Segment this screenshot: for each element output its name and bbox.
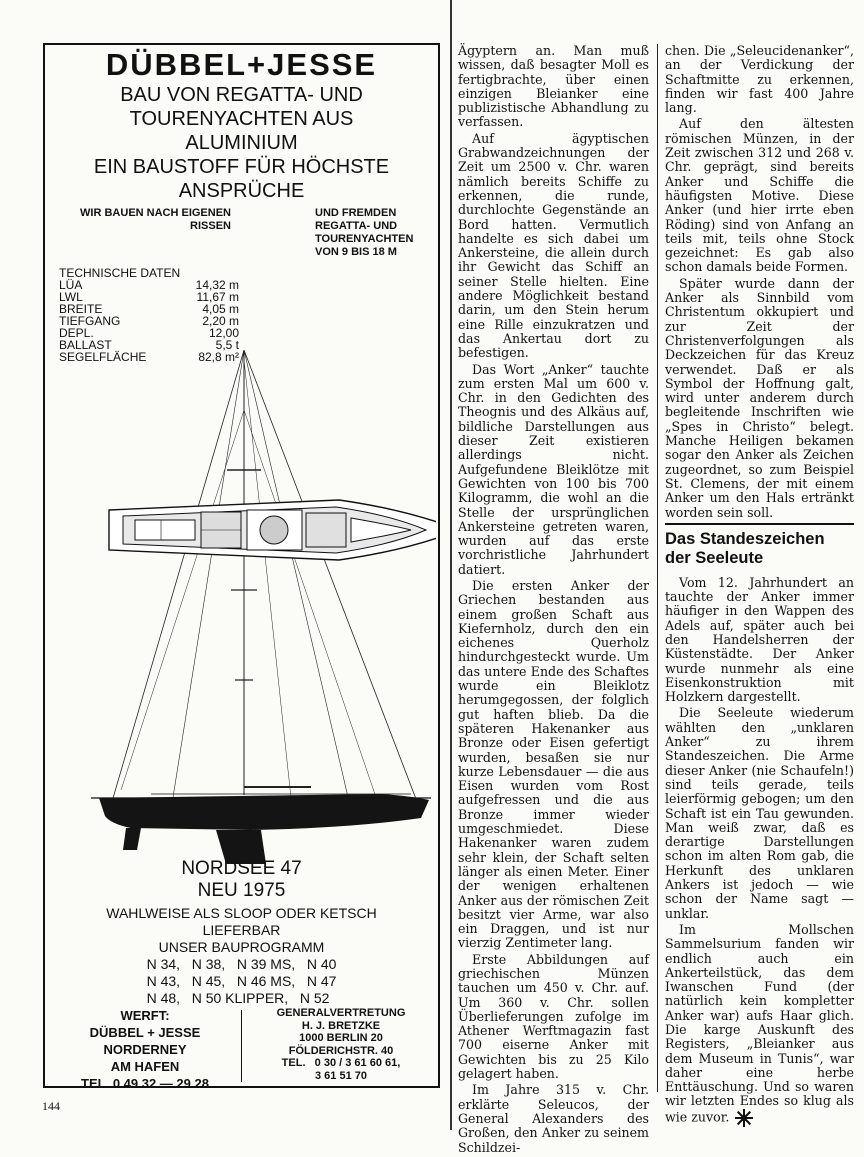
paragraph: Vom 12. Jahrhundert an tauchte der Anker immer häufiger in den Wappen des Adels auf, später auch bei den Handelsherren der Küstenstädte. Der Anker wurde nunmehr als eine Eisenkonstruktion mit Holzkern dargestellt.: [665, 574, 854, 705]
claim-line: TOURENYACHTEN: [315, 233, 414, 245]
tech-label: LÜA: [59, 278, 83, 292]
model-title: [45, 858, 438, 902]
paragraph-text: Im Mollschen Sammelsurium fanden wir endlich auch ein Ankerteilstück, das dem Iwanschen Fund (der natürlich kein kompletter Anker war) aufs Haar glich. Die karge Auskunft des Registers, „Bleianker aus dem Museum in Tunis“, war daher eine herbe Enttäuschung. Und so waren wir letzten Endes so klug als wie zuvor.: [665, 921, 854, 1125]
paragraph: Auf ägyptischen Grabwandzeichnungen der Zeit um 2500 v. Chr. waren nämlich bereits Schiffe zu erkennen, die runde, durchlochte Gegenstände an Bord hatten. Vermutlich handelte es sich dabei um Ankersteine, die allein durch ihr Gewicht das Schiff an seiner Stelle hielten. Eine andere Möglichkeit bestand darin, um den Stein herum eine Rille einzukratzen und das Ankertau dort zu befestigen.: [458, 130, 649, 361]
address-line: TEL. 0 30 / 3 61 60 61,: [281, 1057, 401, 1069]
program-list: [147, 956, 337, 1007]
address-line: AM HAFEN: [110, 1059, 180, 1074]
advertisement: [43, 43, 440, 1091]
ad-headline: [45, 83, 438, 203]
claim-line: WIR BAUEN NACH EIGENEN: [80, 207, 231, 219]
model-line: NORDSEE 47: [181, 858, 302, 879]
ad-claim-right: [315, 207, 440, 259]
address-line: TEL. 0 49 32 — 29 28: [81, 1076, 209, 1091]
address-line: GENERALVERTRETUNG: [276, 1007, 406, 1019]
page-number: 144: [42, 1099, 60, 1113]
address-line: NORDERNEY: [103, 1042, 187, 1057]
subheading-line: Das Standeszeichen: [665, 529, 825, 548]
build-program: [45, 938, 438, 1007]
address-divider: [241, 1010, 242, 1082]
address-line: WERFT:: [120, 1008, 170, 1023]
options-line: WAHLWEISE ALS SLOOP ODER KETSCH: [106, 905, 377, 921]
tech-value: 82,8 m²: [198, 350, 239, 364]
tech-value: 5,5 t: [215, 338, 239, 352]
page-gutter: [450, 0, 452, 1130]
tech-label: LWL: [59, 290, 83, 304]
tech-label: BALLAST: [59, 338, 112, 352]
claim-line: UND FREMDEN: [315, 207, 397, 219]
headline-line: ANSPRÜCHE: [178, 180, 305, 202]
program-line: N 48, N 50 KLIPPER, N 52: [146, 990, 330, 1006]
tech-specs: [59, 267, 239, 363]
program-title: UNSER BAUPROGRAMM: [158, 939, 325, 955]
paragraph: Später wurde dann der Anker als Sinnbild vom Christentum okkupiert und zur Zeit der Christenverfolgungen als Deckzeichen für das Kreuz verwendet. Daß er als Symbol der Hoffnung galt, wird unter anderem durch begleitende Inschriften wie „Spes in Christo“ belegt. Manche Heiligen bekamen sogar den Anker als Zeichen zugeordnet, so zum Beispiel St. Clemens, der mit einem Anker um den Hals ertränkt worden sein soll.: [665, 275, 854, 520]
claim-line: VON 9 BIS 18 M: [315, 246, 397, 258]
paragraph: Im Jahre 315 v. Chr. erklärte Seleucos, der General Alexanders des Großen, den Anker zu seinem Schildzei-: [458, 1082, 649, 1155]
hull-plan: [109, 500, 436, 560]
headline-line: EIN BAUSTOFF FÜR HÖCHSTE: [93, 156, 390, 178]
address-line: DÜBBEL + JESSE: [89, 1025, 201, 1040]
ad-brand: DÜBBEL+JESSE: [105, 47, 378, 82]
claim-line: REGATTA- UND: [315, 220, 398, 232]
tech-label: SEGELFLÄCHE: [59, 350, 147, 364]
hull-profile: [91, 794, 431, 864]
tech-title: TECHNISCHE DATEN: [59, 266, 181, 280]
model-line: NEU 1975: [197, 880, 286, 901]
tech-value: 11,67 m: [196, 290, 239, 304]
paragraph: Auf den ältesten römischen Münzen, in der Zeit zwischen 312 und 268 v. Chr. geprägt, sind bereits Anker und Schiffe die häufigsten Motive. Diese Anker (und hier irrte eben Röding) sind von Anfang an teils mit, teils ohne Stock gezeichnet: Es gab also schon damals beide Formen.: [665, 116, 854, 275]
paragraph: Die ersten Anker der Griechen bestanden aus einem großen Schaft aus Kiefernholz, durch den ein eichenes Querholz hindurchgesteckt wurde. Um das untere Ende des Schaftes wurde ein Bleiklotz herumgegossen, der folglich gut haften blieb. Da die späteren Hakenanker aus Bronze oder Eisen gefertigt wurden, besaßen sie nur kurze Lebensdauer — die aus Eisen wurden vom Rost aufgefressen und die aus Bronze immer wieder umgeschmiedet. Diese Hakenanker waren zudem sehr klein, der Schaft selten länger als einen Meter. Einer der wenigen erhaltenen Anker aus der römischen Zeit besitzt vier Arme, war also ein Draggen, und ist nur vierzig Zentimeter lang.: [458, 577, 649, 951]
address-line: 3 61 51 70: [315, 1069, 367, 1082]
address-line: 1000 BERLIN 20: [299, 1032, 383, 1044]
article-column-1: [458, 44, 649, 1157]
paragraph: Ägyptern an. Man muß wissen, daß besagter Moll es fertigbrachte, über einen einzigen Bleianker eine publizistische Abhandlung zu verfassen.: [458, 43, 649, 130]
subheading: [665, 523, 854, 568]
headline-line: BAU VON REGATTA- UND: [120, 84, 363, 106]
headline-line: ALUMINIUM: [185, 132, 298, 154]
model-options: [45, 905, 438, 939]
shipyard-address: [51, 1007, 239, 1092]
tech-label: BREITE: [59, 302, 103, 316]
address-line: FÖLDERICHSTR. 40: [288, 1044, 394, 1057]
subheading-line: der Seeleute: [665, 548, 764, 567]
article-column-2: [665, 44, 854, 1129]
claim-line: RISSEN: [190, 220, 231, 232]
sail-plan: [111, 350, 421, 812]
ad-claim-left: [59, 207, 231, 233]
tech-value: 4,05 m: [202, 302, 239, 316]
tech-label: TIEFGANG: [59, 314, 121, 328]
paragraph: Das Wort „Anker“ tauchte zum ersten Mal um 600 v. Chr. in den Gedichten des Theognis und des Alkäus auf, bildliche Darstellungen aus dieser Zeit existieren allerdings nicht. Aufgefundene Bleiklötze mit Gewichten von 100 bis 700 Kilogramm, die wohl an die Stelle der ursprünglichen Ankersteine getreten waren, wurden auf das erste vorchristliche Jahrhundert datiert.: [458, 361, 649, 577]
headline-line: TOURENYACHTEN AUS: [129, 108, 354, 130]
end-mark-logo-icon: [735, 1109, 753, 1127]
paragraph: Die Seeleute wiederum wählten den „unklaren Anker“ zu ihrem Standeszeichen. Die Arme dieser Anker (nie Schaufeln!) sind teils gerade, teils leierförmig gebogen; um den Schaft ist ein Tau gewunden. Man weiß zwar, daß es derartige Darstellungen schon im alten Rom gab, die Herkunft des unklaren Ankers ist jedoch — wie schon der Name sagt — unklar.: [665, 705, 854, 921]
paragraph: Erste Abbildungen auf griechischen Münzen tauchen um 450 v. Chr. auf. Um 360 v. Chr. sollen Überlieferungen zufolge im Athener Werftmagazin fast 700 eiserne Anker mit Gewichten bis zu 25 Kilo gelagert haben.: [458, 951, 649, 1082]
address-line: H. J. BRETZKE: [301, 1019, 381, 1032]
tech-value: 2,20 m: [202, 314, 239, 328]
paragraph: chen. Die „Seleucidenanker“, an der Verdickung der Schaftmitte zu erkennen, finden wir fast 400 Jahre lang.: [665, 43, 854, 116]
yacht-drawing: [51, 350, 436, 870]
tech-label: DEPL.: [59, 326, 94, 340]
agency-address: [245, 1007, 437, 1082]
column-rule: [657, 44, 658, 1092]
program-line: N 43, N 45, N 46 MS, N 47: [146, 973, 337, 989]
paragraph: [665, 923, 854, 1127]
program-line: N 34, N 38, N 39 MS, N 40: [146, 956, 337, 972]
tech-value: 12,00: [208, 326, 239, 340]
options-line: LIEFERBAR: [202, 922, 281, 938]
tech-value: 14,32 m: [195, 278, 239, 292]
